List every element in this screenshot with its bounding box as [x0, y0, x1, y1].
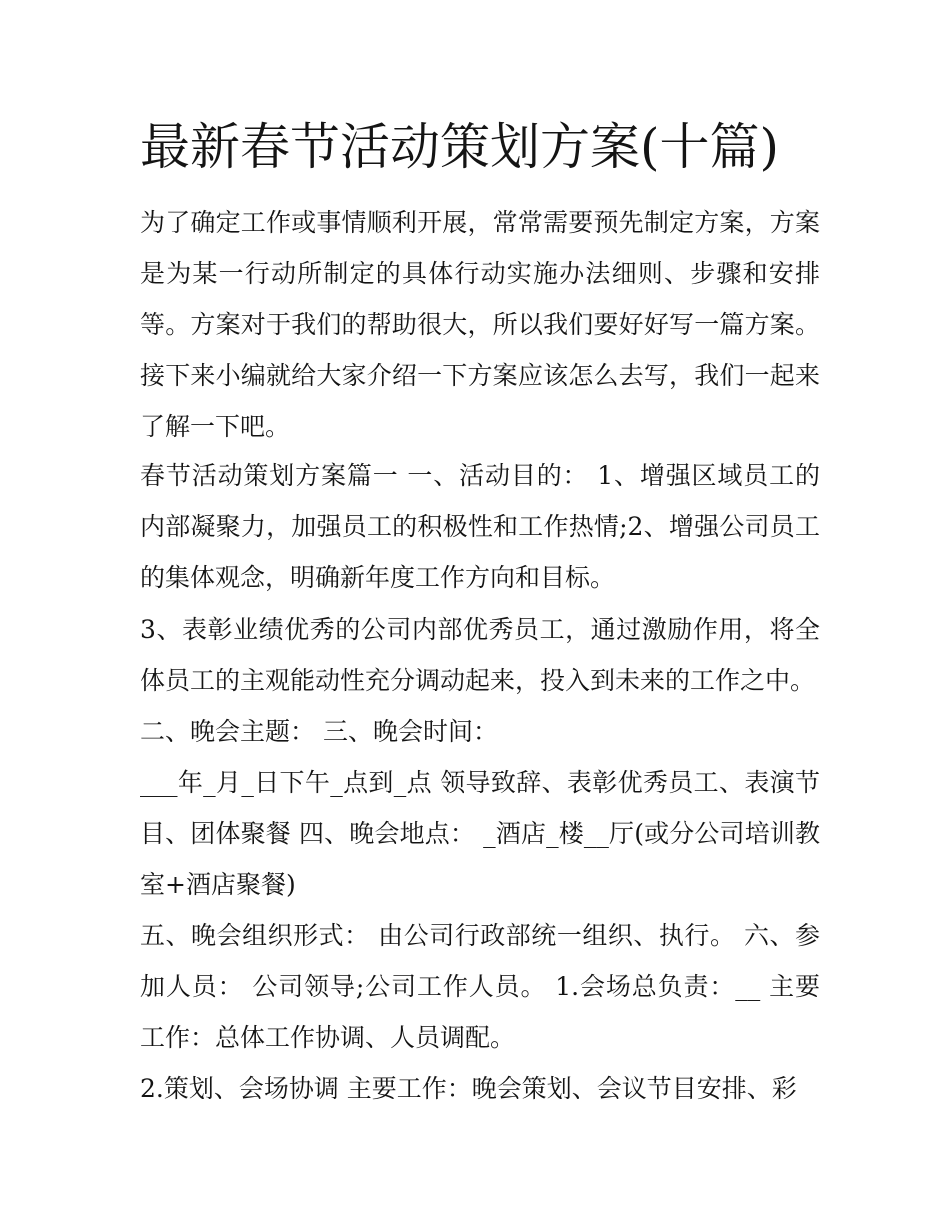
- paragraph-planning: 2.策划、会场协调 主要工作：晚会策划、会议节目安排、彩: [140, 1074, 797, 1103]
- paragraph-organization: 五、晚会组织形式： 由公司行政部统一组织、执行。 六、参加人员： 公司领导;公司工作人员。 1.会场总负责：__ 主要工作：总体工作协调、人员调配。: [140, 921, 820, 1052]
- document-title: 最新春节活动策划方案(十篇): [140, 118, 780, 176]
- paragraph-recognition: 3、表彰业绩优秀的公司内部优秀员工，通过激励作用，将全体员工的主观能动性充分调动起来，投入到未来的工作之中。: [140, 615, 820, 695]
- paragraph-intro: 为了确定工作或事情顺利开展，常常需要预先制定方案，方案是为某一行动所制定的具体行动实施办法细则、步骤和安排等。方案对于我们的帮助很大，所以我们要好好写一篇方案。接下来小编就给大家介绍一下方案应该怎么去写，我们一起来了解一下吧。: [140, 208, 820, 441]
- paragraph-activity-purpose: 春节活动策划方案篇一 一、活动目的： 1、增强区域员工的内部凝聚力，加强员工的积极性和工作热情;2、增强公司员工的集体观念，明确新年度工作方向和目标。: [140, 461, 820, 592]
- paragraph-theme-time: 二、晚会主题： 三、晚会时间：: [140, 717, 498, 746]
- paragraph-schedule-location: ___年_月_日下午_点到_点 领导致辞、表彰优秀员工、表演节目、团体聚餐 四、晚会地点： _酒店_楼__厅(或分公司培训教室+酒店聚餐): [140, 768, 820, 899]
